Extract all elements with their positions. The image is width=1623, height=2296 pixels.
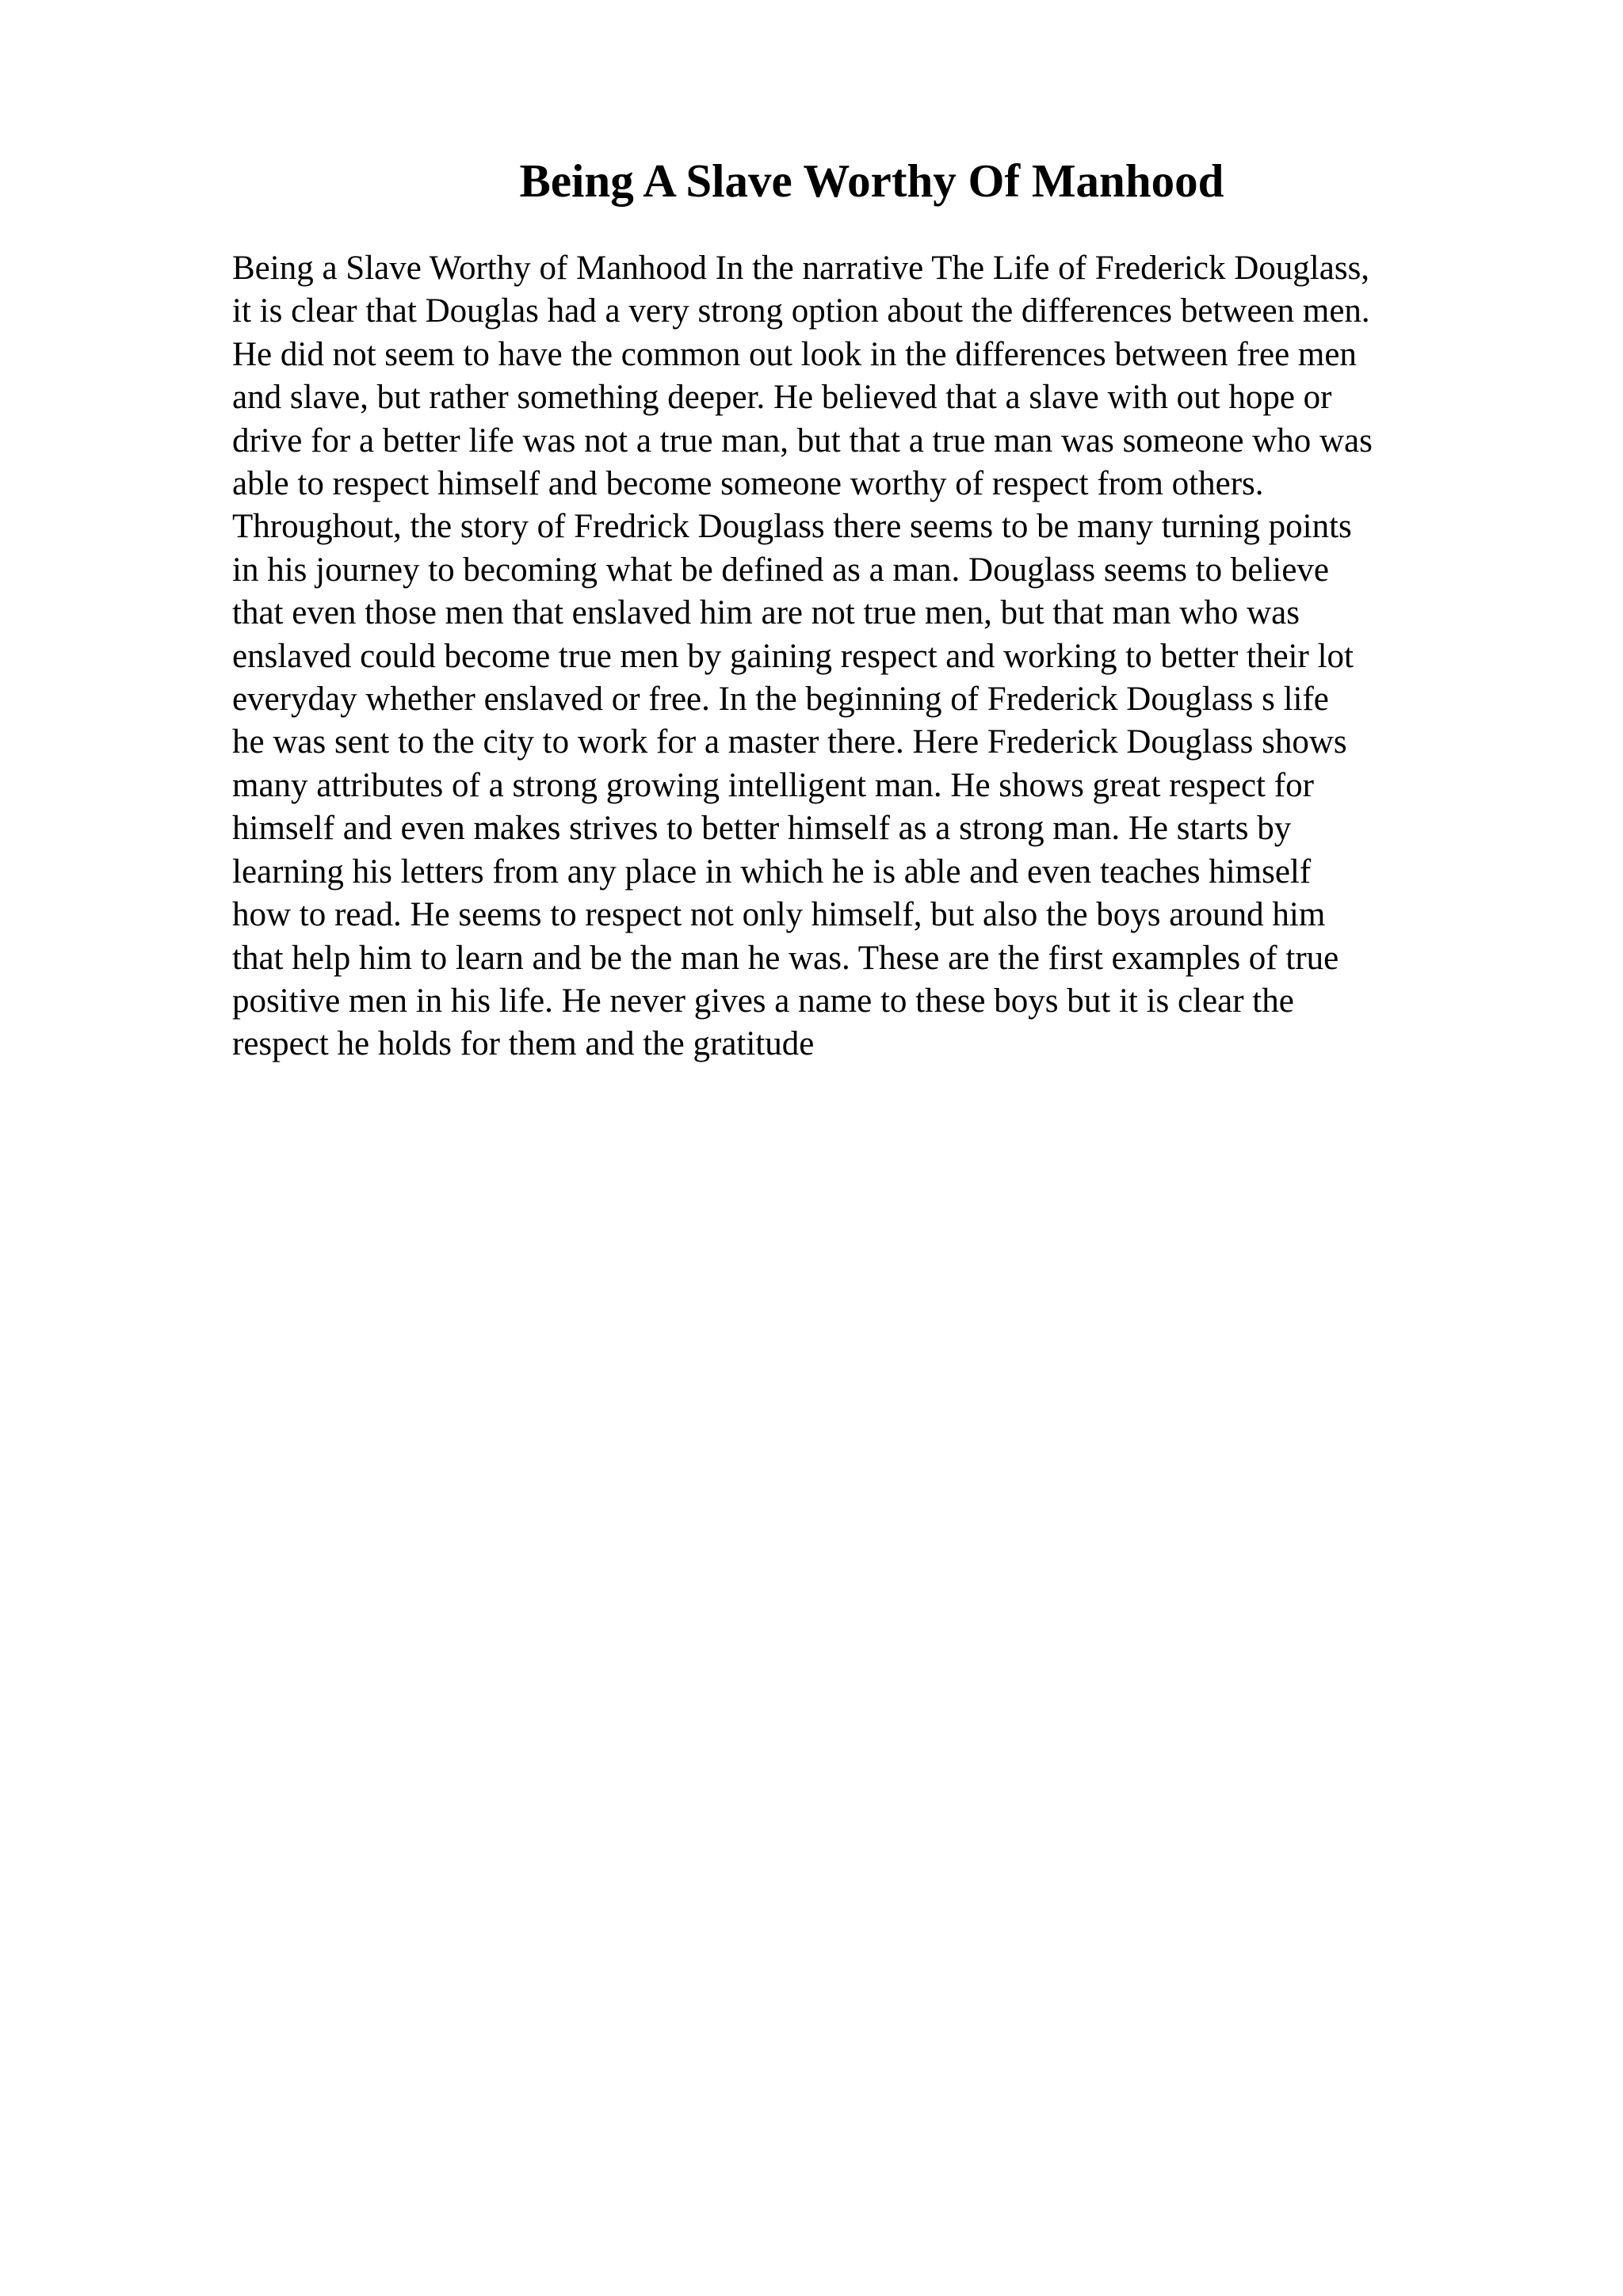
body-line: in his journey to becoming what be defined as a man. Douglass seems to believe [232,551,1330,589]
body-line: that help him to learn and be the man he was. These are the first examples of true [232,939,1339,977]
body-line: himself and even makes strives to better himself as a strong man. He starts by [232,810,1292,848]
body-line: He did not seem to have the common out look in the differences between free men [232,335,1357,373]
body-line: Throughout, the story of Fredrick Douglass there seems to be many turning points [232,508,1352,546]
body-line: able to respect himself and become someone worthy of respect from others. [232,465,1264,503]
body-line: it is clear that Douglas had a very strong option about the differences between men. [232,292,1370,330]
body-line: that even those men that enslaved him are not true men, but that man who was [232,594,1300,632]
document-title: Being A Slave Worthy Of Manhood [519,154,1224,207]
body-line: and slave, but rather something deeper. He believed that a slave with out hope or [232,379,1332,417]
document-body [232,247,1500,1066]
body-line: respect he holds for them and the gratitude [232,1025,815,1063]
body-line: Being a Slave Worthy of Manhood In the narrative The Life of Frederick Douglass, [232,250,1370,287]
body-line: he was sent to the city to work for a master there. Here Frederick Douglass shows [232,723,1347,761]
body-line: many attributes of a strong growing intelligent man. He shows great respect for [232,766,1314,804]
body-line: drive for a better life was not a true man, but that a true man was someone who was [232,421,1373,460]
body-line: learning his letters from any place in which he is able and even teaches himself [232,852,1312,891]
body-line: enslaved could become true men by gaining respect and working to better their lot [232,637,1354,675]
body-line: everyday whether enslaved or free. In the beginning of Frederick Douglass s life [232,681,1329,719]
body-line: how to read. He seems to respect not only himself, but also the boys around him [232,896,1326,934]
body-line: positive men in his life. He never gives a name to these boys but it is clear the [232,982,1294,1020]
